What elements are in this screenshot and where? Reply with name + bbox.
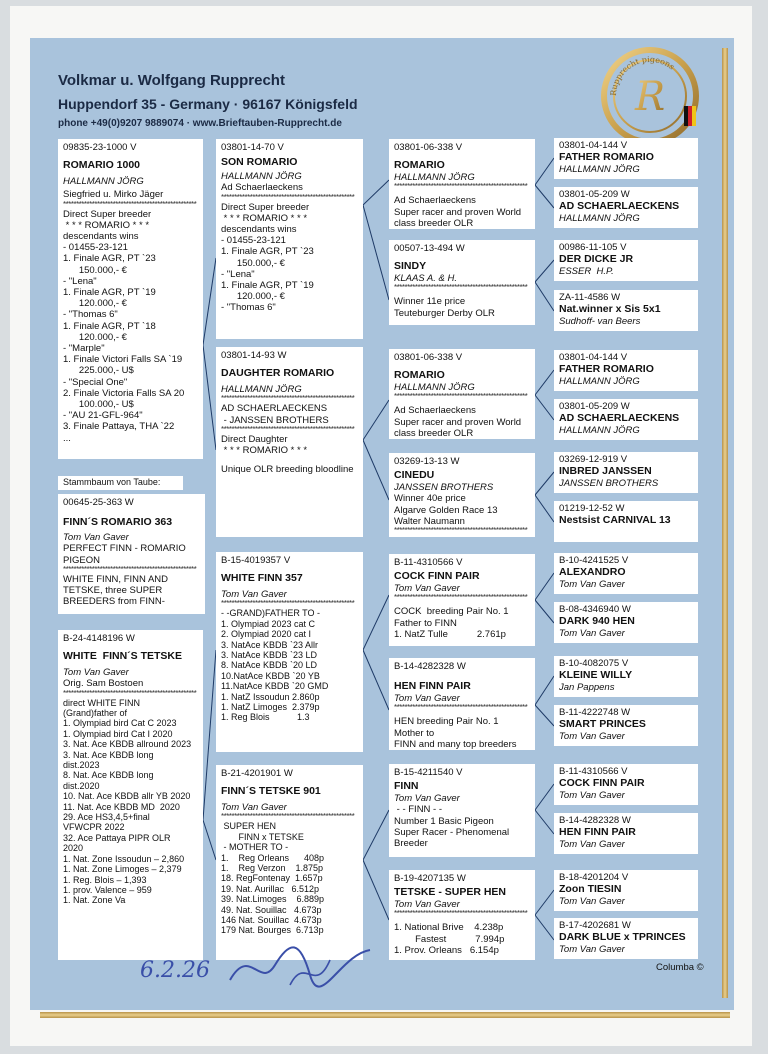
ggp-card-5 bbox=[389, 554, 535, 646]
stammbaum-label: Stammbaum von Taube: bbox=[58, 476, 183, 490]
gggp-name: Nat.winner x Sis 5x1 bbox=[559, 303, 661, 316]
gp4-owner: Tom Van Gaver bbox=[221, 802, 287, 814]
gp4-name: FINN´S TETSKE 901 bbox=[221, 785, 321, 798]
gggp-card-2 bbox=[554, 187, 698, 228]
text-line: 11.NatAce KBDB `20 GMD bbox=[221, 681, 329, 692]
gggp-owner: HALLMANN JÖRG bbox=[559, 213, 640, 225]
gp1-owner: HALLMANN JÖRG bbox=[221, 171, 302, 183]
dam-card bbox=[58, 630, 203, 960]
connector-line bbox=[535, 395, 554, 420]
text-line: - "Thomas 6" bbox=[221, 302, 276, 314]
gggp-name: DER DICKE JR bbox=[559, 253, 634, 266]
text-line: FINN x TETSKE bbox=[221, 831, 304, 842]
g6-owner: Tom Van Gaver bbox=[394, 693, 460, 705]
gggp-card-4 bbox=[554, 290, 698, 331]
connector-line bbox=[535, 495, 554, 522]
gggp-owner: HALLMANN JÖRG bbox=[559, 425, 640, 437]
text-line: class breeder OLR bbox=[394, 217, 474, 229]
text-line: TETSKE, three SUPER bbox=[63, 585, 163, 597]
text-line: - -GRAND)FATHER TO - bbox=[221, 608, 320, 619]
grandparent-card-2 bbox=[216, 347, 363, 537]
divider: *************************************************** bbox=[221, 395, 355, 404]
gp2-text bbox=[221, 403, 358, 425]
text-line: class breeder OLR bbox=[394, 427, 474, 439]
gggp-owner: Tom Van Gaver bbox=[559, 628, 625, 640]
g3-owner: HALLMANN JÖRG bbox=[394, 382, 475, 394]
g5-text bbox=[394, 606, 530, 640]
text-line: Walter Naumann bbox=[394, 515, 465, 527]
connector-line bbox=[535, 472, 554, 495]
g8-text bbox=[394, 922, 530, 956]
text-line: 1. National Brive 4.238p bbox=[394, 922, 504, 934]
text-line: Number 1 Basic Pigeon bbox=[394, 815, 494, 827]
divider: *************************************************** bbox=[221, 193, 355, 202]
text-line: Teuteburger Derby OLR bbox=[394, 307, 495, 319]
ggp-card-7 bbox=[389, 764, 535, 857]
g3-text bbox=[394, 405, 530, 439]
gggp-card-3 bbox=[554, 240, 698, 281]
gggp-card-9 bbox=[554, 553, 698, 594]
connector-line bbox=[535, 158, 554, 185]
text-line: * * * ROMARIO * * * bbox=[63, 219, 150, 231]
gggp-ring: 03801-04-144 V bbox=[559, 140, 628, 151]
sire-owner: HALLMANN JÖRG bbox=[63, 176, 144, 188]
divider: *************************************************** bbox=[221, 600, 355, 609]
gp2-text-3: Unique OLR breeding bloodline bbox=[221, 464, 354, 476]
gggp-card-14 bbox=[554, 813, 698, 854]
gggp-ring: 03801-04-144 V bbox=[559, 352, 628, 363]
text-line: 8. NatAce KBDB `20 LD bbox=[221, 660, 318, 671]
connector-line bbox=[535, 282, 554, 311]
ggp-card-3 bbox=[389, 349, 535, 439]
gggp-name: FATHER ROMARIO bbox=[559, 151, 654, 164]
text-line: 3. Nat. Ace KBDB allround 2023 bbox=[63, 739, 192, 750]
ggp-card-1 bbox=[389, 139, 535, 229]
subject-name: FINN´S ROMARIO 363 bbox=[63, 516, 173, 529]
gggp-name: INBRED JANSSEN bbox=[559, 465, 652, 478]
ggp-card-6 bbox=[389, 658, 535, 750]
divider: *************************************************** bbox=[394, 594, 528, 603]
connector-line bbox=[535, 915, 554, 940]
text-line: Direct Super breeder bbox=[221, 201, 310, 213]
gggp-name: COCK FINN PAIR bbox=[559, 777, 645, 790]
dam-name: WHITE FINN´S TETSKE bbox=[63, 650, 182, 663]
gggp-card-10 bbox=[554, 602, 698, 643]
text-line: Super racer and proven World bbox=[394, 416, 522, 428]
text-line: 100.000,- U$ bbox=[63, 399, 134, 411]
sire-name: ROMARIO 1000 bbox=[63, 159, 141, 172]
text-line: 1. Finale AGR, PT `19 bbox=[221, 280, 314, 292]
text-line: 11. Nat. Ace KBDB MD 2020 bbox=[63, 801, 180, 812]
text-line: Ad Schaerlaeckens bbox=[394, 405, 476, 417]
text-line: Algarve Golden Race 13 bbox=[394, 504, 498, 516]
gggp-name: HEN FINN PAIR bbox=[559, 826, 636, 839]
g1-ring: 03801-06-338 V bbox=[394, 142, 463, 153]
divider: *************************************************** bbox=[394, 910, 528, 919]
g1-name: ROMARIO bbox=[394, 159, 445, 172]
text-line: 120.000,- € bbox=[221, 291, 285, 303]
g7-text bbox=[394, 804, 530, 849]
text-line: 1. Finale AGR, PT `18 bbox=[63, 320, 156, 332]
gp3-text bbox=[221, 608, 358, 722]
text-line: descendants wins bbox=[221, 224, 297, 236]
text-line: - 01455-23-121 bbox=[221, 235, 286, 247]
text-line: 39. Nat.Limoges 6.889p bbox=[221, 894, 325, 905]
g3-name: ROMARIO bbox=[394, 369, 445, 382]
gggp-ring: B-10-4082075 V bbox=[559, 658, 629, 669]
gggp-ring: B-18-4201204 V bbox=[559, 872, 629, 883]
text-line: - MOTHER TO - bbox=[221, 842, 289, 853]
g4-owner: JANSSEN BROTHERS bbox=[394, 482, 494, 494]
text-line: 1. Reg Blois 1.3 bbox=[221, 712, 310, 723]
text-line: - "Marple" bbox=[63, 343, 105, 355]
text-line: 1. Olympiad bird Cat I 2020 bbox=[63, 728, 173, 739]
text-line: Winner 40e price bbox=[394, 493, 466, 505]
gggp-name: DARK 940 HEN bbox=[559, 615, 635, 628]
gggp-name: DARK BLUE x TPRINCES bbox=[559, 931, 686, 944]
text-line: 3. Nat. Ace KBDB long bbox=[63, 749, 154, 760]
gp4-text bbox=[221, 821, 358, 935]
text-line: Direct Super breeder bbox=[63, 208, 152, 220]
text-line: FINN and many top breeders bbox=[394, 738, 517, 750]
grandparent-card-3 bbox=[216, 552, 363, 752]
gggp-card-5 bbox=[554, 350, 698, 391]
g6-ring: B-14-4282328 W bbox=[394, 661, 466, 672]
gp3-owner: Tom Van Gaver bbox=[221, 589, 287, 601]
text-line: 18. RegFontenay 1.657p bbox=[221, 873, 323, 884]
text-line: 3. NatAce KBDB `23 Allr bbox=[221, 639, 319, 650]
text-line: 179 Nat. Bourges 6.713p bbox=[221, 925, 324, 936]
divider: *************************************************** bbox=[394, 527, 528, 536]
text-line: 2020 bbox=[63, 843, 84, 854]
gggp-ring: B-14-4282328 W bbox=[559, 815, 631, 826]
text-line: direct WHITE FINN bbox=[63, 697, 141, 708]
text-line: descendants wins bbox=[63, 231, 139, 243]
gp1-ring: 03801-14-70 V bbox=[221, 142, 284, 153]
gggp-owner: JANSSEN BROTHERS bbox=[559, 478, 659, 490]
subject-ring: 00645-25-363 W bbox=[63, 497, 134, 508]
text-line: 1. Prov. Orleans 6.154p bbox=[394, 944, 499, 956]
gp1-breeder: Ad Schaerlaeckens bbox=[221, 182, 303, 194]
text-line: Direct Daughter bbox=[221, 433, 288, 445]
dam-breeder: Orig. Sam Bostoen bbox=[63, 678, 144, 690]
gggp-name: KLEINE WILLY bbox=[559, 669, 633, 682]
gggp-name: SMART PRINCES bbox=[559, 718, 646, 731]
gggp-name: Zoon TIESIN bbox=[559, 883, 622, 896]
grandparent-card-1 bbox=[216, 139, 363, 339]
gp3-name: WHITE FINN 357 bbox=[221, 572, 303, 585]
text-line: 8. Nat. Ace KBDB long bbox=[63, 770, 154, 781]
subject-desc-1: PERFECT FINN - ROMARIO bbox=[63, 543, 186, 555]
connector-line bbox=[535, 705, 554, 726]
text-line: 1. Finale AGR, PT `23 bbox=[63, 253, 156, 265]
gggp-ring: B-11-4310566 V bbox=[559, 766, 628, 777]
text-line: 3. Finale Pattaya, THA `22 bbox=[63, 421, 175, 433]
logo-ring-text: Rupprecht pigeons bbox=[608, 54, 677, 97]
gggp-name: ALEXANDRO bbox=[559, 566, 626, 579]
gggp-owner: Tom Van Gaver bbox=[559, 731, 625, 743]
text-line: - "Lena" bbox=[221, 268, 255, 280]
text-line: 1. Reg. Blois – 1,393 bbox=[63, 874, 147, 885]
sire-card bbox=[58, 139, 203, 459]
gggp-name: AD SCHAERLAECKENS bbox=[559, 412, 680, 425]
text-line: 3. NatAce KBDB `23 LD bbox=[221, 650, 318, 661]
text-line: 19. Nat. Aurillac 6.512p bbox=[221, 883, 320, 894]
text-line: 120.000,- € bbox=[63, 298, 127, 310]
g2-owner: KLAAS A. & H. bbox=[394, 273, 458, 285]
gp3-ring: B-15-4019357 V bbox=[221, 555, 291, 566]
text-line: 225.000,- U$ bbox=[63, 365, 134, 377]
divider: *************************************************** bbox=[221, 425, 355, 434]
text-line: - - FINN - - bbox=[394, 804, 443, 816]
gggp-card-7 bbox=[554, 452, 698, 493]
g8-owner: Tom Van Gaver bbox=[394, 899, 460, 911]
text-line: 1. NatZ Issoudun 2.860p bbox=[221, 691, 320, 702]
text-line: 1. Finale Victori Falls SA `19 bbox=[63, 354, 183, 366]
text-line: 1. Olympiad bird Cat C 2023 bbox=[63, 718, 177, 729]
g4-name: CINEDU bbox=[394, 469, 435, 482]
connector-line bbox=[535, 810, 554, 834]
gggp-ring: 03801-05-209 W bbox=[559, 189, 630, 200]
gggp-owner: HALLMANN JÖRG bbox=[559, 164, 640, 176]
gggp-owner: HALLMANN JÖRG bbox=[559, 376, 640, 388]
divider: *************************************************** bbox=[394, 393, 528, 402]
dam-ring: B-24-4148196 W bbox=[63, 633, 135, 644]
ggp-card-4 bbox=[389, 453, 535, 537]
text-line: AD SCHAERLAECKENS bbox=[221, 403, 328, 415]
gggp-owner: Tom Van Gaver bbox=[559, 790, 625, 802]
gggp-ring: 03801-05-209 W bbox=[559, 401, 630, 412]
connector-line bbox=[535, 185, 554, 208]
gggp-name: Nestsist CARNIVAL 13 bbox=[559, 514, 671, 527]
text-line: Super Racer - Phenomenal bbox=[394, 826, 510, 838]
divider: *************************************************** bbox=[394, 704, 528, 713]
gggp-owner: Tom Van Gaver bbox=[559, 896, 625, 908]
text-line: 1. prov. Valence – 959 bbox=[63, 884, 152, 895]
breeder-name: Volkmar u. Wolfgang Rupprecht bbox=[58, 72, 285, 89]
dam-owner: Tom Van Gaver bbox=[63, 667, 129, 679]
text-line: 2. Finale Victoria Falls SA 20 bbox=[63, 387, 185, 399]
connector-line bbox=[535, 573, 554, 600]
g4-text bbox=[394, 493, 530, 527]
gp2-ring: 03801-14-93 W bbox=[221, 350, 287, 361]
text-line: 29. Ace HS3,4,5+final bbox=[63, 812, 150, 823]
text-line: Winner 11e price bbox=[394, 296, 466, 308]
sire-text bbox=[63, 209, 198, 444]
gggp-card-15 bbox=[554, 870, 698, 911]
text-line: 1. Finale AGR, PT `23 bbox=[221, 246, 314, 258]
gp2-owner: HALLMANN JÖRG bbox=[221, 384, 302, 396]
text-line: - JANSSEN BROTHERS bbox=[221, 414, 329, 426]
divider: *************************************************** bbox=[63, 200, 197, 209]
gggp-owner: Tom Van Gaver bbox=[559, 579, 625, 591]
g5-name: COCK FINN PAIR bbox=[394, 570, 480, 583]
text-line: Ad Schaerlaeckens bbox=[394, 195, 476, 207]
gggp-name: FATHER ROMARIO bbox=[559, 363, 654, 376]
text-line: Mother to bbox=[394, 727, 435, 739]
gggp-owner: ESSER H.P. bbox=[559, 266, 614, 278]
g8-name: TETSKE - SUPER HEN bbox=[394, 886, 507, 899]
gp1-name: SON ROMARIO bbox=[221, 156, 298, 169]
gp1-text bbox=[221, 202, 358, 314]
g7-name: FINN bbox=[394, 780, 419, 793]
subject-text bbox=[63, 574, 200, 608]
gggp-name: AD SCHAERLAECKENS bbox=[559, 200, 680, 213]
gggp-card-1 bbox=[554, 138, 698, 179]
text-line: 1. Nat. Zone Limoges – 2,379 bbox=[63, 864, 182, 875]
dam-text bbox=[63, 698, 198, 906]
text-line: - "AU 21-GFL-964" bbox=[63, 410, 143, 422]
g1-text bbox=[394, 195, 530, 229]
gggp-ring: B-17-4202681 W bbox=[559, 920, 631, 931]
connector-line bbox=[535, 370, 554, 395]
connector-line bbox=[535, 600, 554, 623]
breeder-address: Huppendorf 35 - Germany · 96167 Königsfeld bbox=[58, 96, 358, 112]
gggp-card-8 bbox=[554, 501, 698, 542]
text-line: - 01455-23-121 bbox=[63, 242, 128, 254]
g2-ring: 00507-13-494 W bbox=[394, 243, 465, 254]
g1-owner: HALLMANN JÖRG bbox=[394, 172, 475, 184]
ggp-card-8 bbox=[389, 870, 535, 960]
g8-ring: B-19-4207135 W bbox=[394, 873, 466, 884]
connector-line bbox=[535, 260, 554, 282]
text-line: 150.000,- € bbox=[221, 257, 285, 269]
text-line: 1. NatZ Tulle 2.761p bbox=[394, 628, 506, 640]
text-line: 1. Nat. Zone Va bbox=[63, 895, 126, 906]
text-line: 1. Nat. Zone Issoudun – 2,860 bbox=[63, 853, 185, 864]
text-line: dist.2020 bbox=[63, 780, 100, 791]
gggp-card-12 bbox=[554, 705, 698, 746]
text-line: 1. Reg Orleans 408p bbox=[221, 852, 325, 863]
text-line: 1. Finale AGR, PT `19 bbox=[63, 287, 156, 299]
text-line: COCK breeding Pair No. 1 bbox=[394, 606, 509, 618]
text-line: * * * ROMARIO * * * bbox=[221, 212, 308, 224]
text-line: Father to FINN bbox=[394, 617, 457, 629]
text-line: WHITE FINN, FINN AND bbox=[63, 573, 169, 585]
text-line: 146 Nat. Souillac 4.673p bbox=[221, 915, 322, 926]
gggp-ring: 00986-11-105 V bbox=[559, 242, 627, 253]
gggp-ring: ZA-11-4586 W bbox=[559, 292, 621, 303]
gggp-owner: Sudhoff- van Beers bbox=[559, 316, 641, 328]
text-line: 1. Olympiad 2023 cat C bbox=[221, 618, 316, 629]
text-line: Super racer and proven World bbox=[394, 206, 522, 218]
connector-line bbox=[535, 676, 554, 705]
subject-desc-2: PIGEON bbox=[63, 554, 100, 566]
gggp-card-11 bbox=[554, 656, 698, 697]
copyright-label: Columba © bbox=[656, 962, 704, 973]
g6-name: HEN FINN PAIR bbox=[394, 680, 471, 693]
gggp-ring: 03269-12-919 V bbox=[559, 454, 628, 465]
g7-owner: Tom Van Gaver bbox=[394, 793, 460, 805]
text-line: * * * ROMARIO * * * bbox=[221, 445, 308, 457]
text-line: 2. Olympiad 2020 cat I bbox=[221, 629, 312, 640]
signature-scribble bbox=[220, 935, 380, 995]
text-line: 1. NatZ Limoges 2.379p bbox=[221, 702, 320, 713]
text-line: - "Special One" bbox=[63, 376, 128, 388]
gggp-ring: 01219-12-52 W bbox=[559, 503, 625, 514]
g4-ring: 03269-13-13 W bbox=[394, 456, 460, 467]
signature-date: 6.2.26 bbox=[140, 958, 210, 983]
divider: *************************************************** bbox=[394, 183, 528, 192]
text-line: HEN breeding Pair No. 1 bbox=[394, 716, 499, 728]
g6-text bbox=[394, 716, 530, 750]
divider: *************************************************** bbox=[63, 689, 197, 698]
text-line: 10.NatAce KBDB `20 YB bbox=[221, 670, 320, 681]
gggp-ring: B-10-4241525 V bbox=[559, 555, 629, 566]
text-line: 1. Reg Verzon 1.875p bbox=[221, 863, 324, 874]
g7-ring: B-15-4211540 V bbox=[394, 767, 463, 778]
divider: *************************************************** bbox=[63, 565, 197, 574]
gggp-card-16 bbox=[554, 918, 698, 959]
subject-card bbox=[58, 494, 205, 614]
text-line: - "Thomas 6" bbox=[63, 309, 118, 321]
text-line: 32. Ace Pattaya PIPR OLR bbox=[63, 832, 171, 843]
subject-owner: Tom Van Gaver bbox=[63, 532, 129, 544]
gggp-ring: B-08-4346940 W bbox=[559, 604, 631, 615]
gp4-ring: B-21-4201901 W bbox=[221, 768, 293, 779]
g5-owner: Tom Van Gaver bbox=[394, 583, 460, 595]
text-line: 10. Nat. Ace KBDB allr YB 2020 bbox=[63, 791, 191, 802]
breeder-contact: phone +49(0)9207 9889074 · www.Brieftauben-Rupprecht.de bbox=[58, 118, 342, 129]
gp2-name: DAUGHTER ROMARIO bbox=[221, 367, 335, 380]
connector-line bbox=[535, 784, 554, 810]
gggp-card-6 bbox=[554, 399, 698, 440]
ggp-card-2 bbox=[389, 240, 535, 325]
text-line: ... bbox=[63, 432, 71, 444]
text-line: Breeder bbox=[394, 838, 428, 850]
text-line: SUPER HEN bbox=[221, 821, 277, 832]
gggp-owner: Tom Van Gaver bbox=[559, 944, 625, 956]
text-line: 49. Nat. Souillac 4.673p bbox=[221, 904, 322, 915]
text-line: dist.2023 bbox=[63, 760, 100, 771]
sire-ring: 09835-23-1000 V bbox=[63, 142, 137, 153]
sire-breeder: Siegfried u. Mirko Jäger bbox=[63, 189, 164, 201]
text-line: Fastest 7.994p bbox=[394, 933, 505, 945]
divider: *************************************************** bbox=[221, 813, 355, 822]
gggp-owner: Jan Pappens bbox=[559, 682, 615, 694]
logo-letter: R bbox=[634, 74, 666, 120]
divider: *************************************************** bbox=[394, 284, 528, 293]
gggp-ring: B-11-4222748 W bbox=[559, 707, 631, 718]
gggp-card-13 bbox=[554, 764, 698, 805]
text-line: BREEDERS from FINN- bbox=[63, 596, 165, 608]
g5-ring: B-11-4310566 V bbox=[394, 557, 463, 568]
text-line: VFWCPR 2022 bbox=[63, 822, 125, 833]
connector-line bbox=[535, 890, 554, 915]
text-line: 120.000,- € bbox=[63, 331, 127, 343]
gggp-owner: Tom Van Gaver bbox=[559, 839, 625, 851]
text-line: (Grand)father of bbox=[63, 708, 128, 719]
gp2-text-2 bbox=[221, 434, 358, 456]
g2-text bbox=[394, 296, 530, 318]
g2-name: SINDY bbox=[394, 260, 427, 273]
g3-ring: 03801-06-338 V bbox=[394, 352, 463, 363]
text-line: 150.000,- € bbox=[63, 264, 127, 276]
grandparent-card-4 bbox=[216, 765, 363, 960]
text-line: - "Lena" bbox=[63, 275, 97, 287]
